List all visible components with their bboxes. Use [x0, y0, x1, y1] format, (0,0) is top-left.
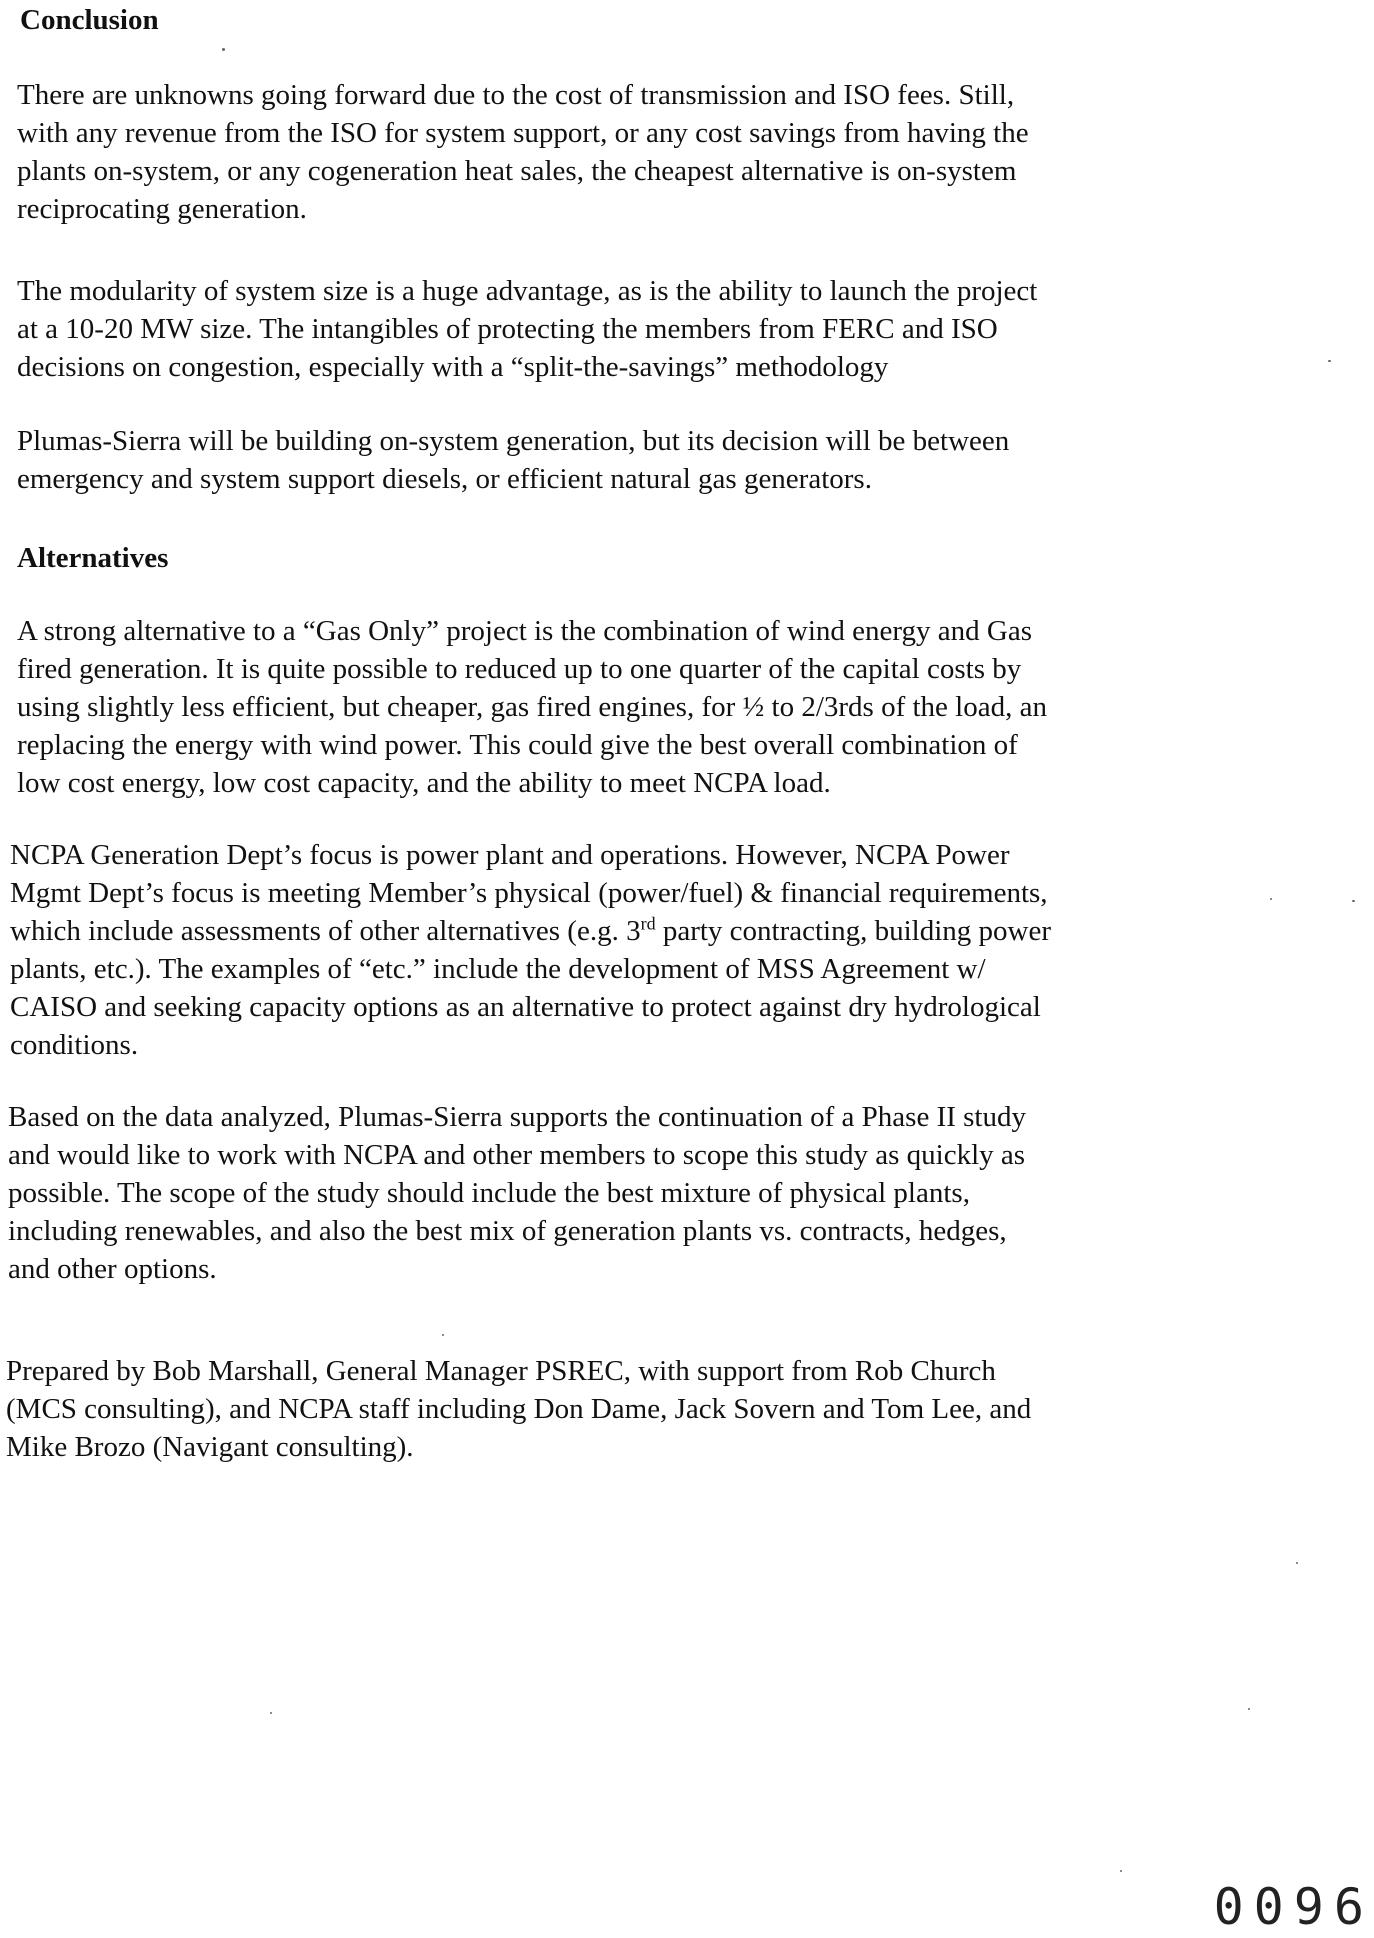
- conclusion-paragraph-3: Plumas-Sierra will be building on-system generation, but its decision will be between emergency and system support diesels, or efficient natural gas generators.: [17, 425, 1010, 495]
- scan-speck: [1248, 1708, 1250, 1710]
- scan-speck: [222, 48, 225, 51]
- page-number: 0096: [1213, 1878, 1374, 1936]
- conclusion-paragraph-2: The modularity of system size is a huge advantage, as is the ability to launch the project at a 10-20 MW size. The intangibles of protecting the members from FERC and ISO decisions on congestion, especially with a “split-the-savings” methodology: [17, 275, 1038, 383]
- scan-speck: [1120, 1870, 1122, 1872]
- scan-speck: [270, 1712, 272, 1714]
- scan-speck: [442, 1334, 444, 1336]
- alternatives-paragraph-2: NCPA Generation Dept’s focus is power plant and operations. However, NCPA Power Mgmt Dept’s focus is meeting Member’s physical (power/fuel) & financial requirements, which include assessments of other alternatives (e.g. 3rd party contracting, building power plants, etc.). The examples of “etc.” include the development of MSS Agreement w/ CAISO and seeking capacity options as an alternative to protect against dry hydrological conditions.: [10, 839, 1052, 1061]
- alternatives-heading: Alternatives: [17, 542, 169, 574]
- scan-speck: [1296, 1562, 1298, 1564]
- conclusion-paragraph-1: There are unknowns going forward due to the cost of transmission and ISO fees. Still, with any revenue from the ISO for system support, or any cost savings from having the plants on-system, or any cogeneration heat sales, the cheapest alternative is on-system reciprocating generation.: [17, 79, 1029, 225]
- alternatives-paragraph-1: A strong alternative to a “Gas Only” project is the combination of wind energy and Gas fired generation. It is quite possible to reduced up to one quarter of the capital costs by using slightly less efficient, but cheaper, gas fired engines, for ½ to 2/3rds of the load, an replacing the energy with wind power. This could give the best overall combination of low cost energy, low cost capacity, and the ability to meet NCPA load.: [17, 615, 1047, 799]
- scan-speck: [1328, 360, 1331, 362]
- alternatives-paragraph-3: Based on the data analyzed, Plumas-Sierra supports the continuation of a Phase II study and would like to work with NCPA and other members to scope this study as quickly as possible. The scope of the study should include the best mixture of physical plants, including renewables, and also the best mix of generation plants vs. contracts, hedges, and other options.: [8, 1101, 1026, 1285]
- scan-speck: [1270, 898, 1272, 900]
- prepared-by-paragraph: Prepared by Bob Marshall, General Manager PSREC, with support from Rob Church (MCS consulting), and NCPA staff including Don Dame, Jack Sovern and Tom Lee, and Mike Brozo (Navigant consulting).: [6, 1355, 1032, 1463]
- conclusion-heading: Conclusion: [20, 4, 159, 36]
- scan-speck: [1352, 900, 1355, 902]
